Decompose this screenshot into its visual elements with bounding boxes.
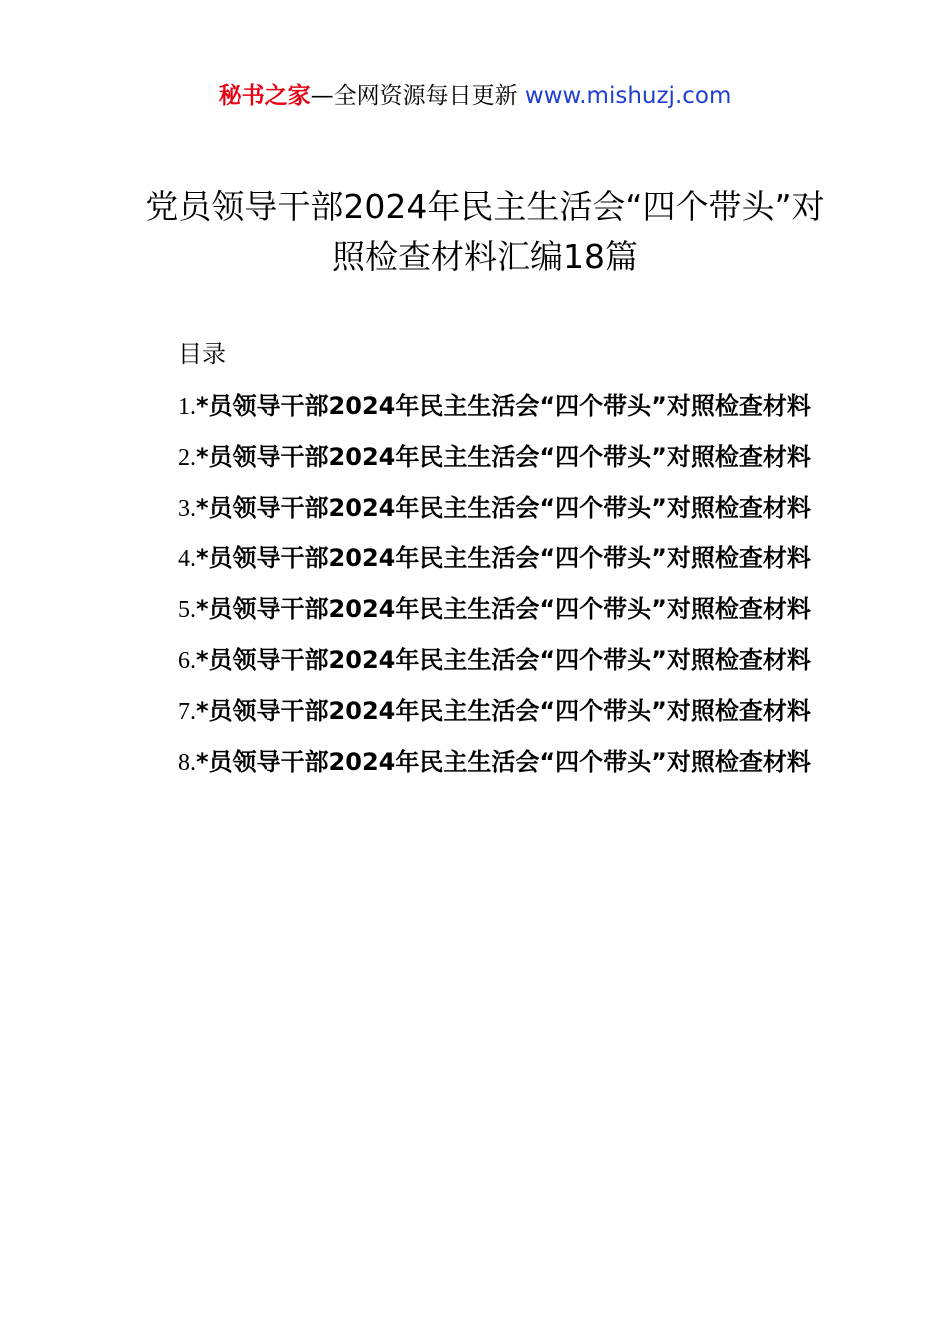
toc-item-6[interactable] <box>127 636 833 687</box>
toc-item-number: 7. <box>178 698 196 725</box>
toc-item-text: *员领导干部2024年民主生活会“四个带头”对照检查材料 <box>196 595 811 624</box>
site-brand: 秘书之家 <box>218 83 311 109</box>
toc-item-text: *员领导干部2024年民主生活会“四个带头”对照检查材料 <box>196 392 811 420</box>
toc-item-2[interactable] <box>127 433 833 484</box>
toc-item-number: 8. <box>178 749 196 776</box>
toc-item-number: 6. <box>178 647 196 674</box>
toc-item-text: *员领导干部2024年民主生活会“四个带头”对照检查材料 <box>196 645 811 674</box>
toc-item-1[interactable] <box>127 382 833 433</box>
toc-item-3[interactable] <box>127 484 833 535</box>
toc-item-4[interactable] <box>127 534 833 585</box>
table-of-contents <box>127 382 833 788</box>
site-slogan: —全网资源每日更新 <box>310 83 518 109</box>
site-url-link[interactable]: www.mishuzj.com <box>524 83 732 109</box>
site-header <box>0 80 950 112</box>
toc-item-text: *员领导干部2024年民主生活会“四个带头”对照检查材料 <box>196 747 811 776</box>
toc-item-text: *员领导干部2024年民主生活会“四个带头”对照检查材料 <box>196 696 811 725</box>
toc-item-5[interactable] <box>127 585 833 636</box>
toc-item-number: 4. <box>178 546 196 573</box>
toc-item-8[interactable] <box>127 738 833 789</box>
toc-heading: 目录 <box>178 340 226 368</box>
document-title: 党员领导干部2024年民主生活会“四个带头”对照检查材料汇编18篇 <box>145 187 825 276</box>
toc-item-number: 5. <box>178 597 196 624</box>
toc-item-text: *员领导干部2024年民主生活会“四个带头”对照检查材料 <box>196 493 811 522</box>
toc-item-number: 2. <box>178 444 196 471</box>
toc-item-7[interactable] <box>127 687 833 738</box>
toc-item-text: *员领导干部2024年民主生活会“四个带头”对照检查材料 <box>196 442 811 471</box>
toc-item-text: *员领导干部2024年民主生活会“四个带头”对照检查材料 <box>196 544 811 573</box>
toc-item-number: 3. <box>178 495 196 522</box>
toc-item-number: 1. <box>178 394 196 420</box>
